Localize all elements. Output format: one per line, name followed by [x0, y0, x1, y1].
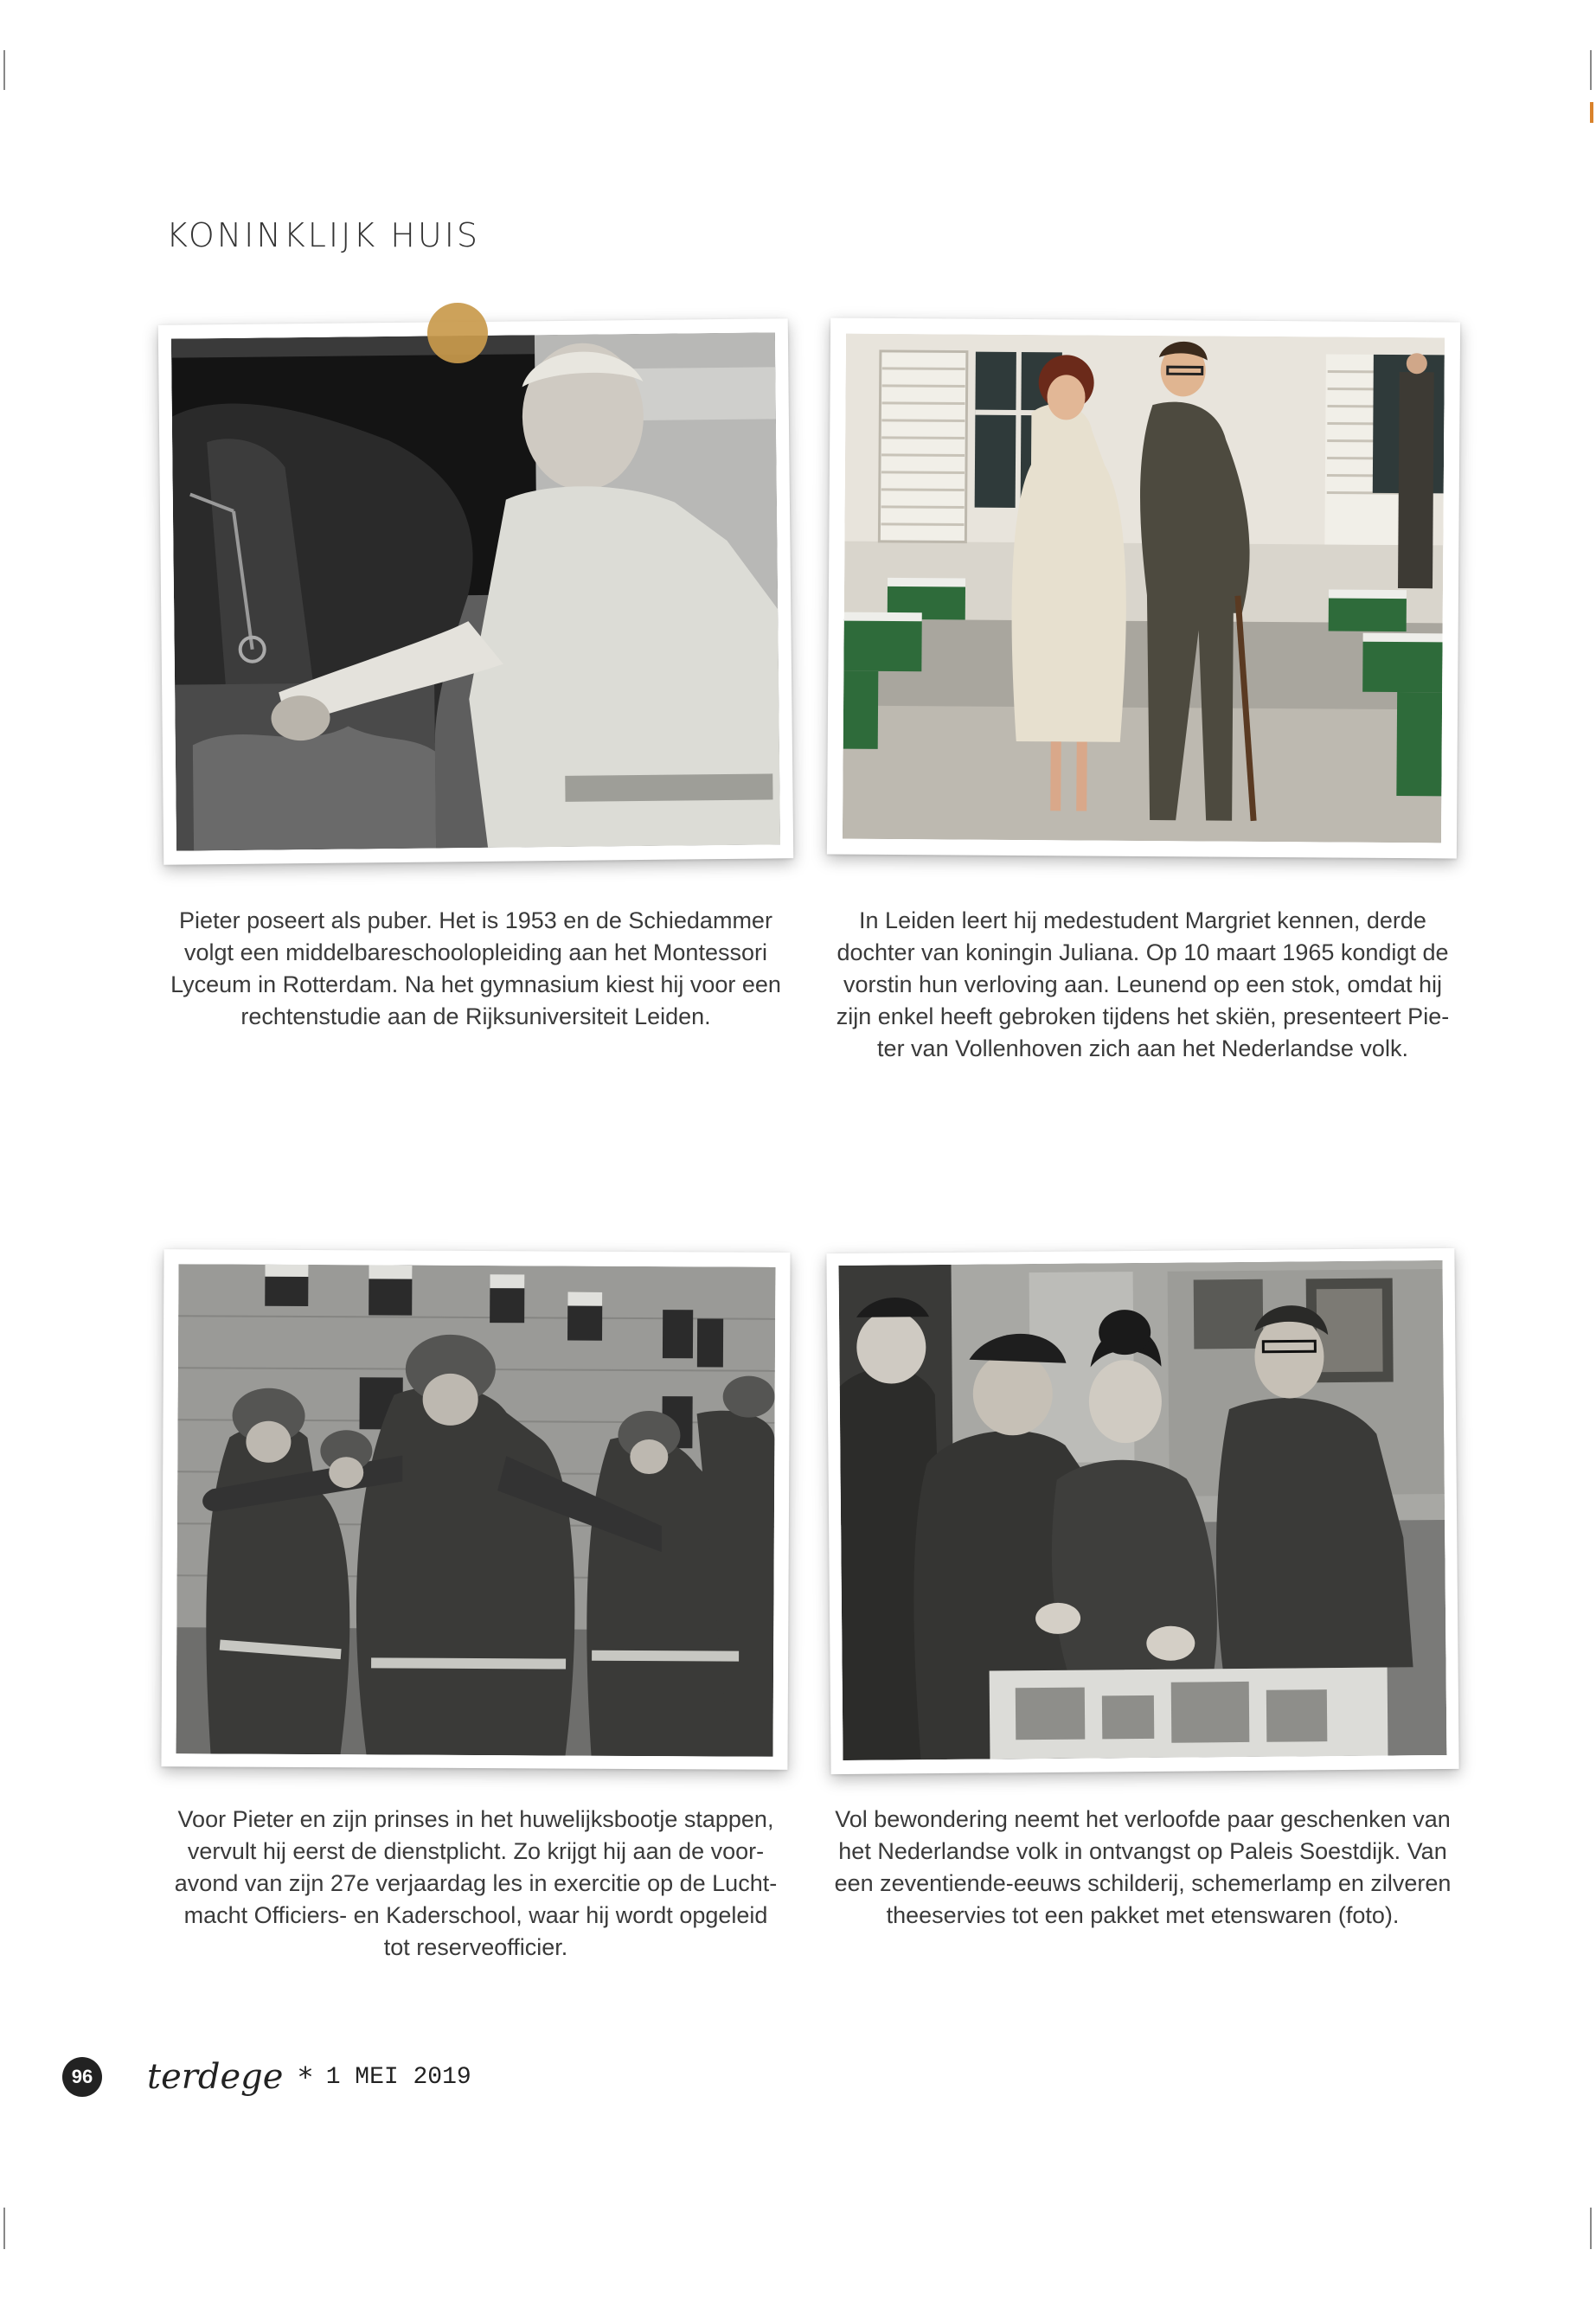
- caption-line: macht Officiers- en Kaderschool, waar hij wordt opgeleid: [183, 1902, 768, 1928]
- caption-line: een zeventiende-eeuws schilderij, schemerlamp en zilveren: [834, 1870, 1452, 1896]
- page-number-badge: 96: [62, 2057, 102, 2097]
- couple-photo-icon: [843, 334, 1445, 843]
- gifts-photo-icon: [839, 1260, 1447, 1760]
- caption-photo-4: [827, 1804, 1458, 1932]
- accent-mark: [1590, 102, 1593, 123]
- photo-frame-2: [827, 317, 1460, 858]
- caption-line: In Leiden leert hij medestudent Margriet kennen, derde: [859, 907, 1426, 933]
- issue-date: 1 MEI 2019: [325, 2063, 471, 2091]
- crop-mark-top-left: [3, 50, 5, 90]
- caption-photo-1: [161, 905, 791, 1033]
- photo-soldiers-drill: [176, 1264, 776, 1757]
- horse-photo-icon: [171, 332, 780, 850]
- photo-gifts-soestdijk: [839, 1260, 1447, 1760]
- caption-photo-2: [827, 905, 1458, 1065]
- section-title: KONINKLIJK HUIS: [166, 216, 481, 254]
- crop-mark-top-right: [1590, 50, 1592, 90]
- caption-line: zijn enkel heeft gebroken tijdens het skiën, presenteert Pie-: [836, 1003, 1450, 1029]
- photo-pieter-horse: [171, 332, 780, 850]
- crop-mark-bottom-right: [1590, 2208, 1592, 2249]
- caption-line: vervult hij eerst de dienstplicht. Zo krijgt hij aan de voor-: [187, 1838, 765, 1864]
- caption-line: rechtenstudie aan de Rijksuniversiteit Leiden.: [240, 1003, 711, 1029]
- pushpin-dot: [427, 303, 488, 363]
- caption-line: ter van Vollenhoven zich aan het Nederlandse volk.: [877, 1035, 1408, 1061]
- caption-line: dochter van koningin Juliana. Op 10 maart 1965 kondigt de: [836, 939, 1449, 965]
- caption-line: Vol bewondering neemt het verloofde paar geschenken van: [835, 1806, 1451, 1832]
- photo-frame-3: [161, 1249, 790, 1770]
- caption-line: Pieter poseert als puber. Het is 1953 en de Schiedammer: [179, 907, 772, 933]
- asterisk-separator-icon: *: [297, 2061, 314, 2093]
- soldiers-photo-icon: [176, 1264, 776, 1757]
- crop-mark-bottom-left: [3, 2208, 5, 2249]
- caption-line: het Nederlandse volk in ontvangst op Paleis Soestdijk. Van: [838, 1838, 1447, 1864]
- magazine-name: terdege: [147, 2057, 284, 2097]
- caption-line: vorstin hun verloving aan. Leunend op een stok, omdat hij: [843, 971, 1442, 997]
- photo-engagement-couple: [843, 334, 1445, 843]
- caption-line: avond van zijn 27e verjaardag les in exercitie op de Lucht-: [174, 1870, 778, 1896]
- page-footer: [62, 2057, 471, 2097]
- photo-frame-1: [158, 318, 793, 865]
- caption-photo-3: [161, 1804, 791, 1964]
- caption-line: volgt een middelbareschoolopleiding aan het Montessori: [184, 939, 767, 965]
- photo-frame-4: [826, 1248, 1458, 1774]
- caption-line: tot reserveofficier.: [383, 1934, 568, 1960]
- caption-line: theeservies tot een pakket met etenswaren (foto).: [886, 1902, 1400, 1928]
- caption-line: Lyceum in Rotterdam. Na het gymnasium kiest hij voor een: [170, 971, 781, 997]
- caption-line: Voor Pieter en zijn prinses in het huwelijksbootje stappen,: [177, 1806, 774, 1832]
